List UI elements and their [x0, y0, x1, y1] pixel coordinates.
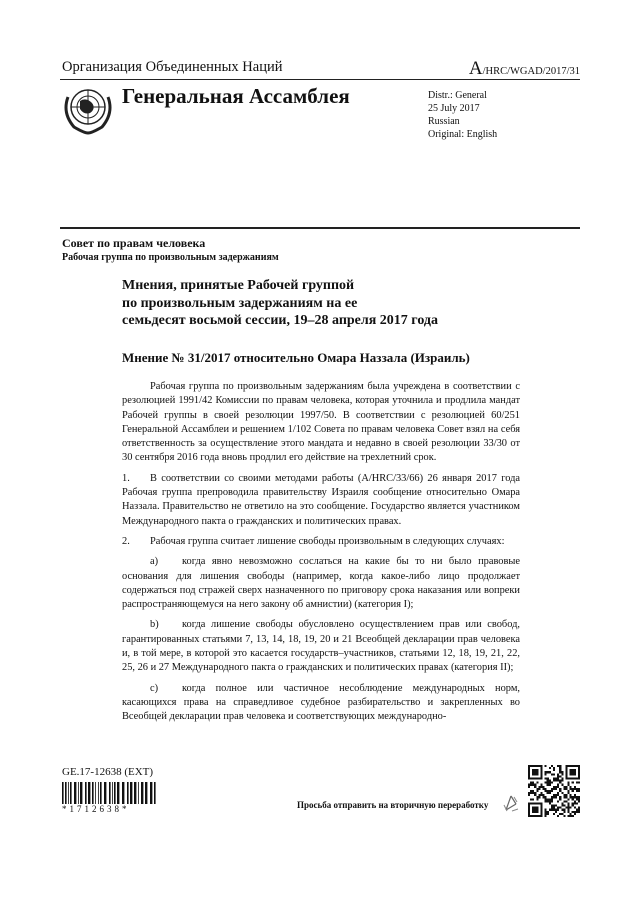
subparagraph-text: когда явно невозможно сослаться на какие бы то ни было правовые основания для лишения свободы (например, когда какое-либо лицо продолжает содержаться под стражей сверх назначенного по приговору срока наказания или вопреки распространяющемуся на него закону об амнистии) (категория I);: [122, 556, 520, 611]
subparagraph-c: [122, 682, 520, 725]
document-symbol: [469, 58, 580, 80]
paragraph-1: [122, 472, 520, 529]
title-line: семьдесят восьмой сессии, 19–28 апреля 2017 года: [122, 313, 438, 328]
subparagraph-label: c): [150, 682, 159, 694]
header-rule: [60, 79, 580, 80]
subparagraph-a: [122, 555, 520, 612]
main-title: [122, 277, 438, 330]
council-name: Совет по правам человека: [62, 236, 206, 250]
title-line: по произвольным задержаниям на ее: [122, 295, 358, 311]
section-rule: [60, 227, 580, 229]
original-language: Original: English: [428, 129, 498, 140]
symbol-rest: /HRC/WGAD/2017/31: [482, 66, 580, 77]
un-emblem-icon: [62, 83, 114, 135]
paragraph-text: Рабочая группа считает лишение свободы произвольным в следующих случаях:: [150, 535, 505, 547]
opinion-title: Мнение № 31/2017 относительно Омара Наззала (Израиль): [122, 350, 470, 365]
paragraph-2: [122, 535, 520, 549]
symbol-prefix: A: [468, 58, 483, 79]
distribution-block: [428, 89, 497, 141]
title-line: Мнения, принятые Рабочей группой: [122, 278, 355, 293]
intro-paragraph: Рабочая группа по произвольным задержаниям была учреждена в соответствии с резолюцией 1991/42 Комиссии по правам человека, которая уточнила и продлила мандат Рабочей группы в своей резолюции 1997/50. В соответствии с резолюцией 60/251 Генеральной Ассамблеи и решением 1/102 Совета по правам человека Совет взял на себя ответственность за осуществление этого мандата и недавно в своей резолюции 33/30 от 30 сентября 2016 года вновь продлил его действие на трехлетний срок.: [122, 381, 520, 464]
document-body: [122, 380, 520, 731]
job-number: GE.17-12638 (EXT): [62, 766, 154, 778]
subparagraph-text: когда лишение свободы обусловлено осуществлением прав или свобод, гарантированных статьями 7, 13, 14, 18, 19, 20 и 21 Всеобщей декларации прав человека и, в той мере, в которой это касается государств–участников, статьями 12, 18, 19, 21, 22, 25, 26 и 27 Международного пакта о гражданских и политических правах (категория II);: [122, 619, 520, 674]
subparagraph-b: [122, 618, 520, 675]
paragraph-number: 2.: [122, 535, 130, 547]
organization-name: Организация Объединенных Наций: [62, 59, 283, 75]
paragraph-text: В соответствии со своими методами работы (A/HRC/33/66) 26 января 2017 года Рабочая группа препроводила правительству Израиля сообщение относительно Омара Наззала. Правительство не ответило на это сообщение. Государство является участником Международного пакта о гражданских и политических правах.: [122, 472, 520, 527]
subparagraph-label: a): [150, 556, 159, 568]
date: 25 July 2017: [428, 103, 480, 114]
recycle-note: Просьба отправить на вторичную переработку: [297, 800, 489, 810]
recycle-icon: [500, 793, 522, 815]
assembly-title: Генеральная Ассамблея: [122, 84, 350, 108]
working-group-name: Рабочая группа по произвольным задержаниям: [62, 252, 279, 263]
barcode-icon: [62, 782, 156, 804]
distr: Distr.: General: [428, 90, 487, 101]
paragraph-number: 1.: [122, 472, 130, 484]
qr-code-icon: [528, 765, 580, 817]
subparagraph-label: b): [150, 619, 159, 631]
language: Russian: [428, 116, 460, 127]
subparagraph-text: когда полное или частичное несоблюдение международных норм, касающихся права на справедливое судебное разбирательство и закрепленных во Всеобщей декларации прав человека и соответствующих международно-: [122, 682, 520, 723]
barcode-number: *1712638*: [62, 804, 130, 814]
